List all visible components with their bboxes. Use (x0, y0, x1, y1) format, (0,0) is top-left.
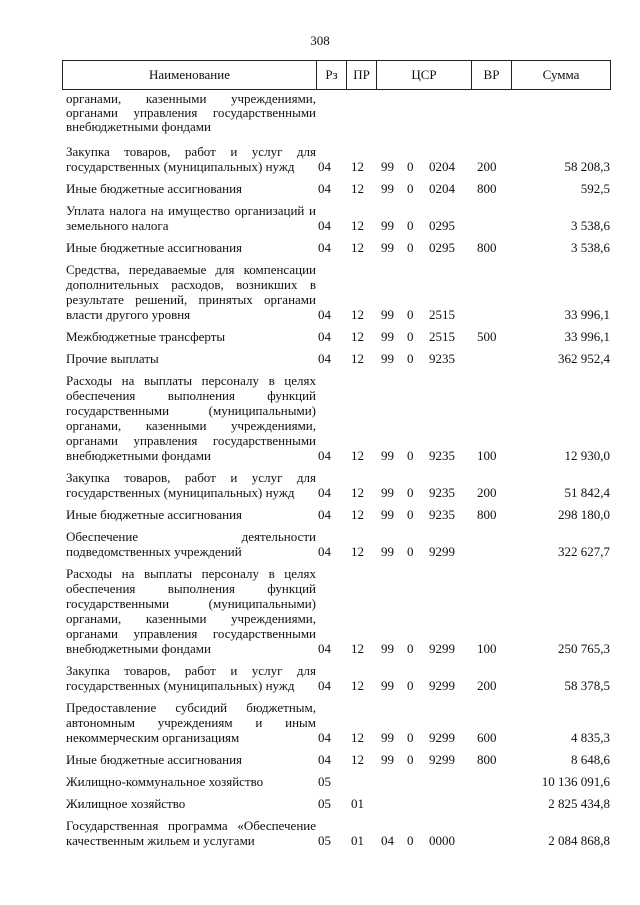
cell-pr: 12 (351, 641, 364, 656)
table-row (62, 373, 610, 463)
cell-vr: 200 (477, 678, 497, 693)
header-rz: Рз (317, 61, 347, 90)
cell-name: Иные бюджетные ассигнования (66, 507, 243, 522)
header-sum: Сумма (512, 61, 611, 90)
table-row (62, 529, 610, 559)
cell-vr: 200 (477, 485, 497, 500)
header-pr: ПР (347, 61, 377, 90)
cell-csr-code: 9299 (429, 752, 455, 767)
table-row (62, 329, 610, 344)
cell-csr-program: 99 (381, 218, 394, 233)
cell-sum: 2 825 434,8 (548, 796, 610, 811)
cell-csr-code: 2515 (429, 329, 455, 344)
cell-vr: 800 (477, 181, 497, 196)
cell-vr: 800 (477, 240, 497, 255)
cell-pr: 01 (351, 833, 364, 848)
cell-name: Закупка товаров, работ и услуг для государственных (муниципальных) нужд (66, 470, 316, 500)
cell-csr-subprogram: 0 (407, 218, 414, 233)
cell-csr-code: 0295 (429, 240, 455, 255)
cell-csr-subprogram: 0 (407, 752, 414, 767)
table-row (62, 144, 610, 174)
cell-rz: 04 (318, 752, 331, 767)
cell-csr-code: 9235 (429, 351, 455, 366)
cell-csr-subprogram: 0 (407, 351, 414, 366)
table-body (62, 92, 610, 855)
cell-sum: 33 996,1 (564, 329, 610, 344)
cell-pr: 12 (351, 307, 364, 322)
table-row (62, 566, 610, 656)
cell-csr-subprogram: 0 (407, 544, 414, 559)
cell-rz: 04 (318, 448, 331, 463)
cell-name: Закупка товаров, работ и услуг для государственных (муниципальных) нужд (66, 144, 316, 174)
cell-rz: 04 (318, 240, 331, 255)
table-row (62, 262, 610, 322)
cell-csr-program: 99 (381, 240, 394, 255)
table-row (62, 818, 610, 848)
cell-pr: 12 (351, 752, 364, 767)
cell-name: Закупка товаров, работ и услуг для государственных (муниципальных) нужд (66, 663, 316, 693)
cell-csr-code: 9299 (429, 641, 455, 656)
cell-name: Иные бюджетные ассигнования (66, 752, 243, 767)
cell-csr-program: 99 (381, 181, 394, 196)
cell-sum: 298 180,0 (558, 507, 610, 522)
cell-sum: 58 378,5 (564, 678, 610, 693)
cell-sum: 250 765,3 (558, 641, 610, 656)
cell-csr-program: 99 (381, 544, 394, 559)
cell-csr-subprogram: 0 (407, 181, 414, 196)
cell-sum: 322 627,7 (558, 544, 610, 559)
cell-sum: 3 538,6 (571, 218, 610, 233)
table-row (62, 240, 610, 255)
cell-pr: 12 (351, 448, 364, 463)
cell-csr-code: 0204 (429, 181, 455, 196)
cell-name: Средства, передаваемые для компенсации дополнительных расходов, возникших в результате решений, принятых органами власти другого уровня (66, 262, 316, 322)
table-row (62, 351, 610, 366)
cell-csr-program: 99 (381, 351, 394, 366)
cell-csr-program: 99 (381, 159, 394, 174)
cell-pr: 12 (351, 730, 364, 745)
cell-rz: 04 (318, 159, 331, 174)
header-csr: ЦСР (377, 61, 472, 90)
cell-rz: 04 (318, 544, 331, 559)
cell-csr-code: 9235 (429, 507, 455, 522)
cell-sum: 10 136 091,6 (541, 774, 610, 789)
cell-rz: 04 (318, 181, 331, 196)
cell-rz: 04 (318, 329, 331, 344)
cell-vr: 600 (477, 730, 497, 745)
cell-name: Жилищное хозяйство (66, 796, 186, 811)
cell-pr: 12 (351, 678, 364, 693)
cell-csr-code: 0204 (429, 159, 455, 174)
cell-rz: 04 (318, 507, 331, 522)
table-row (62, 700, 610, 745)
cell-csr-program: 04 (381, 833, 394, 848)
cell-csr-program: 99 (381, 307, 394, 322)
table-row (62, 774, 610, 789)
cell-csr-subprogram: 0 (407, 448, 414, 463)
cell-name: Уплата налога на имущество организаций и земельного налога (66, 203, 316, 233)
cell-vr: 200 (477, 159, 497, 174)
cell-csr-subprogram: 0 (407, 329, 414, 344)
cell-sum: 362 952,4 (558, 351, 610, 366)
cell-csr-program: 99 (381, 752, 394, 767)
cell-csr-code: 9299 (429, 544, 455, 559)
cell-csr-code: 9235 (429, 448, 455, 463)
cell-sum: 51 842,4 (564, 485, 610, 500)
cell-vr: 100 (477, 448, 497, 463)
cell-sum: 33 996,1 (564, 307, 610, 322)
cell-csr-subprogram: 0 (407, 307, 414, 322)
cell-name: Предоставление субсидий бюджетным, автономным учреждениям и иным некоммерческим организациям (66, 700, 316, 745)
cell-vr: 800 (477, 507, 497, 522)
cell-csr-subprogram: 0 (407, 641, 414, 656)
cell-pr: 12 (351, 218, 364, 233)
cell-name: Иные бюджетные ассигнования (66, 240, 243, 255)
cell-rz: 05 (318, 833, 331, 848)
table-row (62, 752, 610, 767)
cell-rz: 04 (318, 678, 331, 693)
page-number: 308 (310, 33, 330, 48)
cell-rz: 04 (318, 641, 331, 656)
cell-name: органами, казенными учреждениями, органами управления государственными внебюджетными фондами (66, 91, 316, 134)
cell-csr-code: 0295 (429, 218, 455, 233)
cell-rz: 05 (318, 796, 331, 811)
cell-name: Расходы на выплаты персоналу в целях обеспечения выполнения функций государственными (муниципальными) органами, казенными учреждениями, органами управления государственными внебюджетными фондами (66, 566, 316, 656)
cell-rz: 04 (318, 218, 331, 233)
cell-csr-subprogram: 0 (407, 159, 414, 174)
cell-csr-program: 99 (381, 448, 394, 463)
cell-csr-program: 99 (381, 641, 394, 656)
cell-csr-program: 99 (381, 329, 394, 344)
cell-sum: 3 538,6 (571, 240, 610, 255)
cell-name: Межбюджетные трансферты (66, 329, 226, 344)
cell-pr: 12 (351, 351, 364, 366)
cell-csr-subprogram: 0 (407, 833, 414, 848)
cell-sum: 12 930,0 (564, 448, 610, 463)
cell-pr: 12 (351, 485, 364, 500)
cell-name: Государственная программа «Обеспечение качественным жильем и услугами (66, 818, 316, 848)
cell-csr-code: 9299 (429, 730, 455, 745)
table-row (62, 470, 610, 500)
cell-csr-code: 0000 (429, 833, 455, 848)
cell-csr-code: 9299 (429, 678, 455, 693)
cell-csr-program: 99 (381, 730, 394, 745)
table-row (62, 507, 610, 522)
cell-csr-program: 99 (381, 507, 394, 522)
header-vr: ВР (472, 61, 512, 90)
cell-pr: 12 (351, 181, 364, 196)
cell-csr-subprogram: 0 (407, 730, 414, 745)
cell-name: Иные бюджетные ассигнования (66, 181, 243, 196)
cell-pr: 12 (351, 240, 364, 255)
table-row (62, 181, 610, 196)
cell-sum: 4 835,3 (571, 730, 610, 745)
cell-vr: 100 (477, 641, 497, 656)
cell-name: Прочие выплаты (66, 351, 159, 366)
table-row (62, 203, 610, 233)
cell-name: Расходы на выплаты персоналу в целях обеспечения выполнения функций государственными (муниципальными) органами, казенными учреждениями, органами управления государственными внебюджетными фондами (66, 373, 316, 463)
cell-name: Обеспечение деятельности подведомственных учреждений (66, 529, 316, 559)
cell-vr: 500 (477, 329, 497, 344)
cell-pr: 12 (351, 159, 364, 174)
cell-rz: 04 (318, 351, 331, 366)
cell-sum: 8 648,6 (571, 752, 610, 767)
cell-name: Жилищно-коммунальное хозяйство (66, 774, 264, 789)
table-header (62, 60, 611, 90)
cell-csr-code: 2515 (429, 307, 455, 322)
cell-csr-code: 9235 (429, 485, 455, 500)
cell-pr: 01 (351, 796, 364, 811)
cell-vr: 800 (477, 752, 497, 767)
cell-pr: 12 (351, 329, 364, 344)
cell-sum: 2 084 868,8 (548, 833, 610, 848)
cell-csr-subprogram: 0 (407, 678, 414, 693)
header-name: Наименование (63, 61, 317, 90)
table-row (62, 796, 610, 811)
cell-rz: 04 (318, 485, 331, 500)
cell-sum: 58 208,3 (564, 159, 610, 174)
cell-rz: 04 (318, 730, 331, 745)
cell-csr-program: 99 (381, 485, 394, 500)
cell-rz: 04 (318, 307, 331, 322)
table-row (62, 663, 610, 693)
cell-rz: 05 (318, 774, 331, 789)
cell-csr-subprogram: 0 (407, 485, 414, 500)
cell-sum: 592,5 (580, 181, 610, 196)
cell-pr: 12 (351, 507, 364, 522)
cell-csr-program: 99 (381, 678, 394, 693)
table-row (62, 92, 610, 134)
cell-pr: 12 (351, 544, 364, 559)
cell-csr-subprogram: 0 (407, 507, 414, 522)
cell-csr-subprogram: 0 (407, 240, 414, 255)
